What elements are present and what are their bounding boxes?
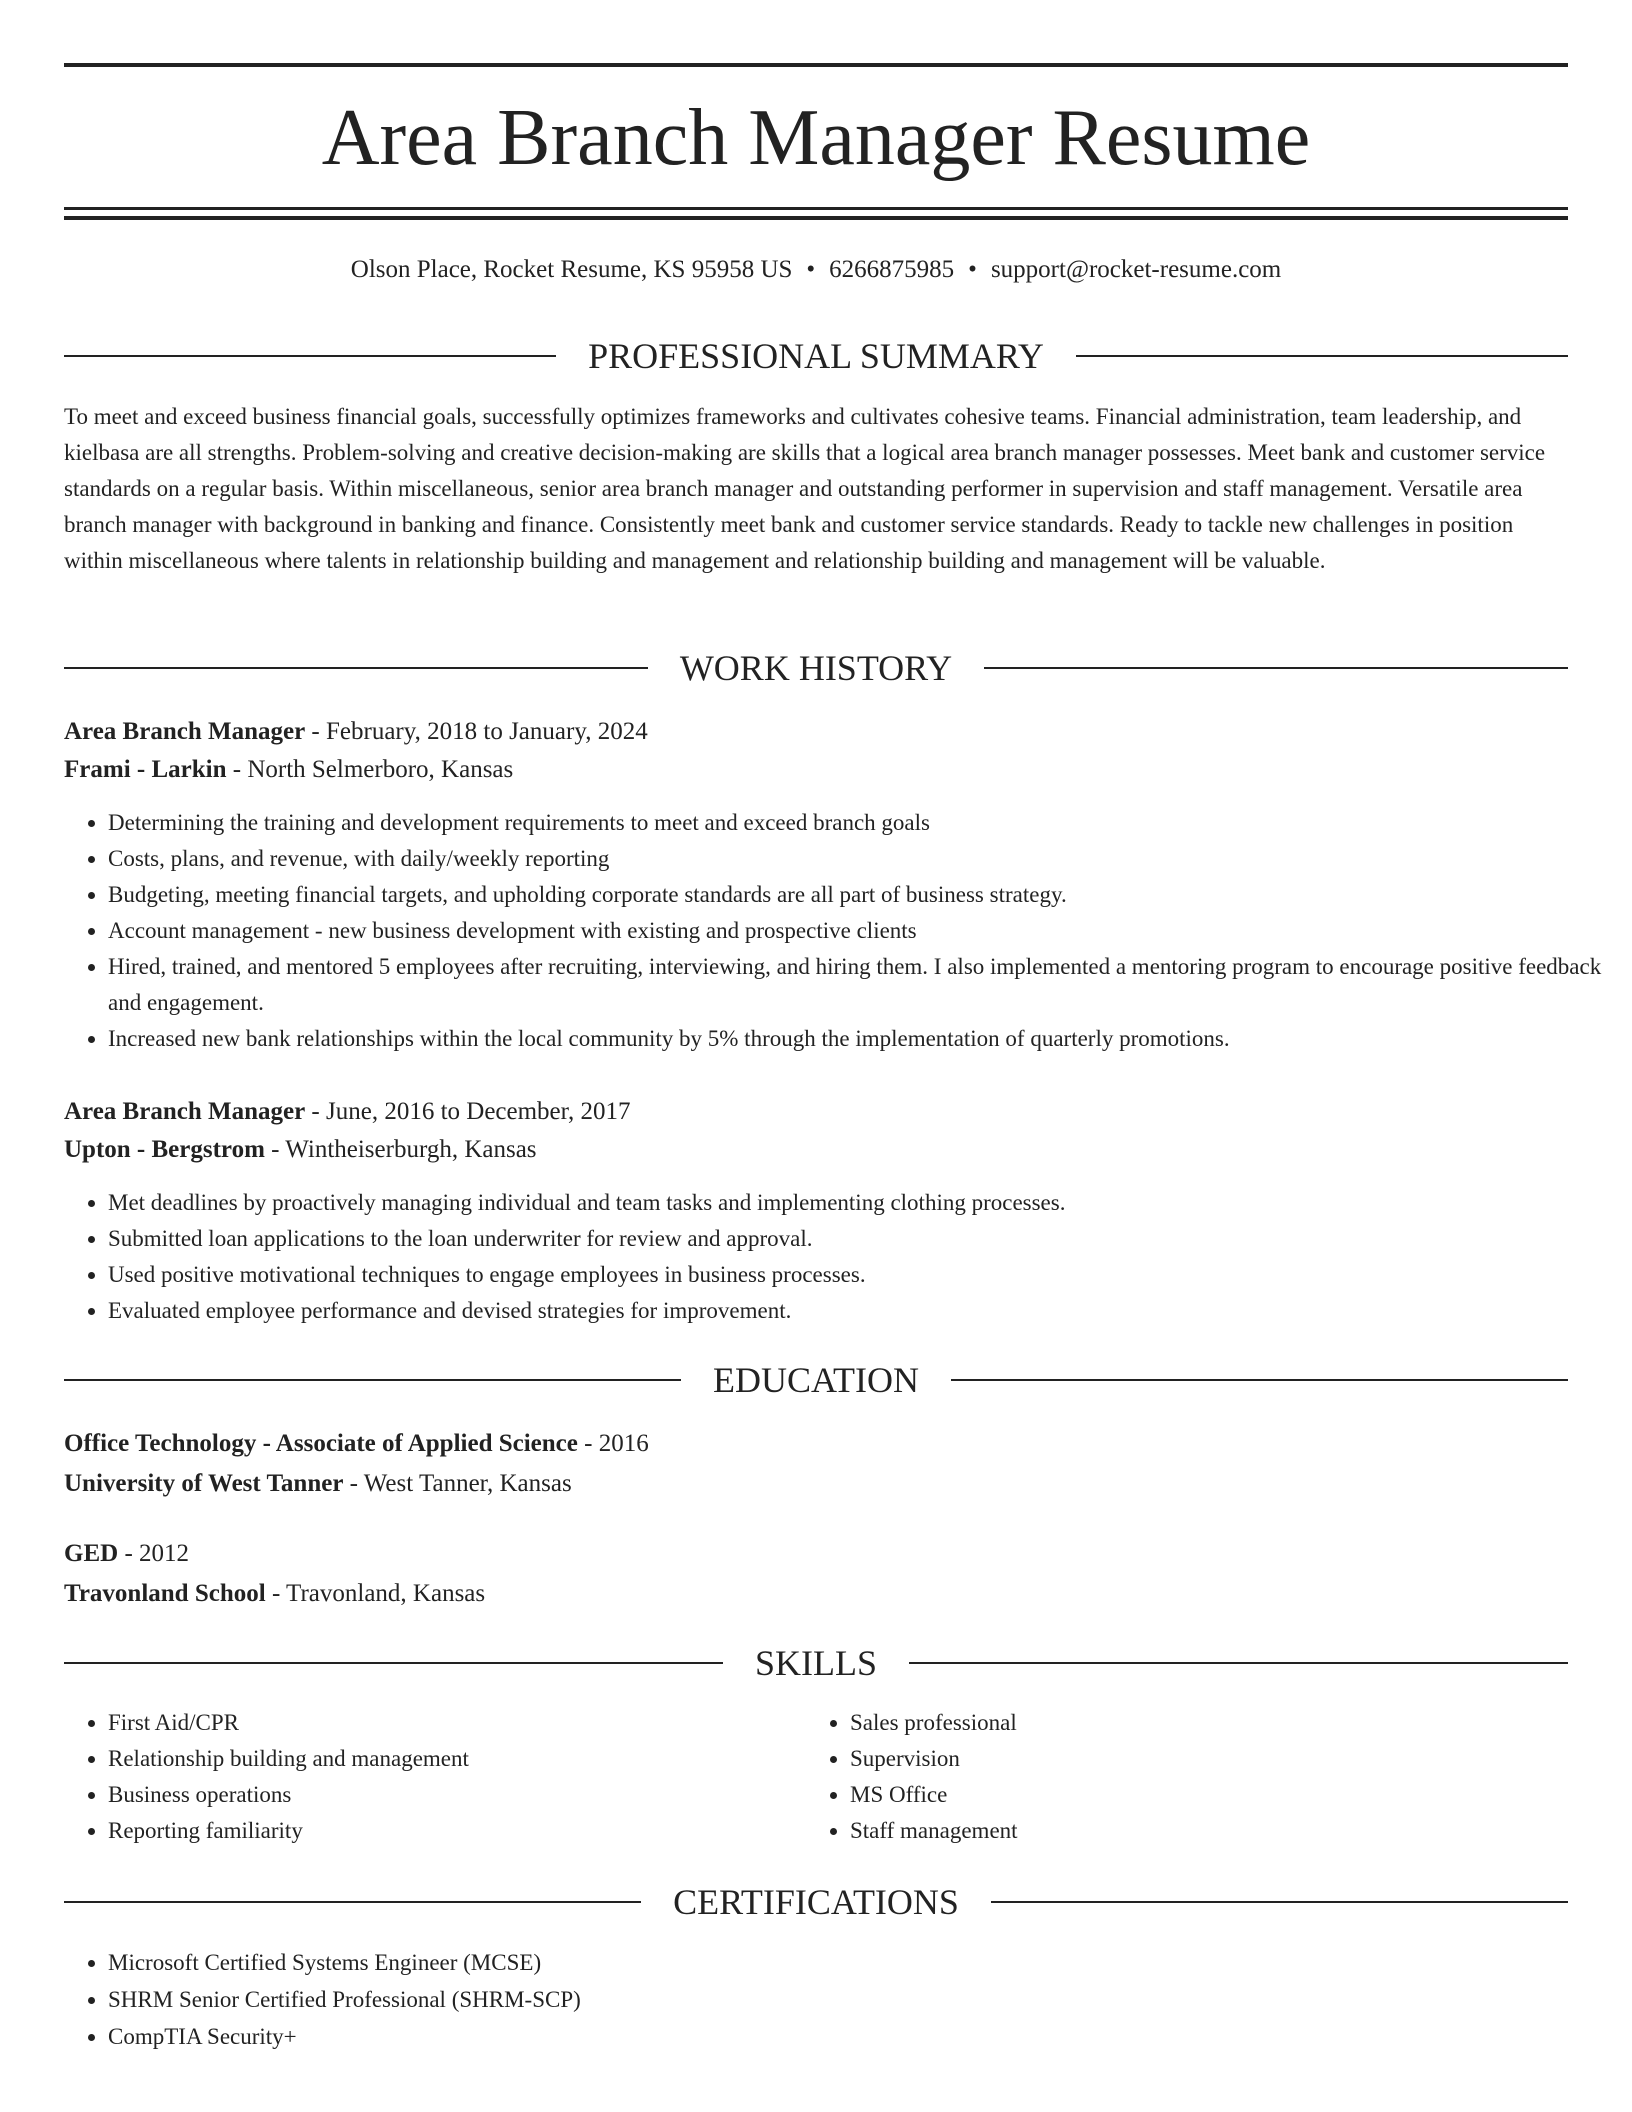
list-item: • Supervision (850, 1741, 1550, 1777)
education-entry (64, 1534, 1568, 1614)
title-rule-lower (64, 216, 1568, 220)
list-item: • Reporting familiarity (108, 1813, 808, 1849)
job-company-line (64, 1131, 1568, 1169)
degree-year: - 2012 (118, 1540, 190, 1567)
contact-address: Olson Place, Rocket Resume, KS 95958 US (350, 256, 793, 283)
list-item: • Account management - new business development with existing and prospective clients (108, 913, 1612, 949)
section-title: WORK HISTORY (679, 648, 953, 688)
list-item: • Met deadlines by proactively managing individual and team tasks and implementing clothing processes. (108, 1185, 1612, 1221)
contact-line (0, 253, 1632, 287)
heading-rule (951, 1379, 1568, 1381)
job-title-line (64, 1093, 1568, 1131)
heading-rule (1076, 355, 1568, 357)
contact-separator: • (806, 256, 816, 283)
list-item: • Staff management (850, 1813, 1550, 1849)
job-title-line (64, 713, 1568, 751)
degree: GED (64, 1540, 119, 1567)
section-heading-summary (64, 334, 1568, 378)
page-title: Area Branch Manager Resume (321, 94, 1311, 182)
certifications-list (64, 1944, 1612, 2055)
summary-text: To meet and exceed business financial goals, successfully optimizes frameworks and cultivates cohesive teams. Financial administration, team leadership, and kielbasa are all strengths. Problem-solving and creative decision-making are skills that a logical area branch manager possesses. Meet bank and customer service standards on a regular basis. Within miscellaneous, senior area branch manager and outstanding performer in supervision and staff management. Versatile area branch manager with background in banking and finance. Consistently meet bank and customer service standards. Ready to tackle new challenges in position within miscellaneous where talents in relationship building and management and relationship building and management will be valuable. (64, 404, 1546, 573)
job-location: - North Selmerboro, Kansas (226, 756, 514, 783)
heading-rule (64, 1901, 641, 1903)
school-location: - West Tanner, Kansas (343, 1470, 572, 1497)
list-item: • First Aid/CPR (108, 1705, 808, 1741)
section-heading-certifications (64, 1880, 1568, 1924)
section-title: PROFESSIONAL SUMMARY (588, 336, 1044, 376)
list-item: • Submitted loan applications to the loan underwriter for review and approval. (108, 1221, 1612, 1257)
school-location: - Travonland, Kansas (265, 1580, 486, 1607)
job-title: Area Branch Manager (64, 718, 306, 745)
job-entry (64, 713, 1568, 789)
heading-rule (64, 355, 556, 357)
job-entry (64, 1093, 1568, 1169)
list-item: • Budgeting, meeting financial targets, and upholding corporate standards are all part of business strategy. (108, 877, 1612, 913)
degree-line (64, 1424, 1568, 1464)
job-dates: - June, 2016 to December, 2017 (305, 1098, 631, 1125)
title-rule-upper (64, 207, 1568, 210)
job-bullets (64, 805, 1612, 1057)
list-item: • MS Office (850, 1777, 1550, 1813)
heading-rule (909, 1662, 1568, 1664)
list-item: • Microsoft Certified Systems Engineer (MCSE) (108, 1944, 1612, 1981)
skills-list-right (806, 1705, 1550, 1849)
list-item: • Determining the training and development requirements to meet and exceed branch goals (108, 805, 1612, 841)
job-company: Upton - Bergstrom (64, 1136, 265, 1163)
section-heading-work (64, 646, 1568, 690)
list-item: • Sales professional (850, 1705, 1550, 1741)
section-title: EDUCATION (713, 1360, 919, 1400)
list-item: • Increased new bank relationships within the local community by 5% through the implementation of quarterly promotions. (108, 1021, 1612, 1057)
degree: Office Technology - Associate of Applied Science (64, 1430, 578, 1457)
list-item: • SHRM Senior Certified Professional (SHRM-SCP) (108, 1981, 1612, 2018)
contact-email: support@rocket-resume.com (990, 256, 1282, 283)
school: University of West Tanner (64, 1470, 344, 1497)
job-title: Area Branch Manager (64, 1098, 306, 1125)
job-bullets (64, 1185, 1612, 1329)
school-line (64, 1464, 1568, 1504)
section-title: CERTIFICATIONS (673, 1882, 959, 1922)
heading-rule (64, 667, 648, 669)
section-heading-skills (64, 1641, 1568, 1685)
list-item: • Costs, plans, and revenue, with daily/weekly reporting (108, 841, 1612, 877)
list-item: • CompTIA Security+ (108, 2018, 1612, 2055)
heading-rule (64, 1662, 723, 1664)
school-line (64, 1574, 1568, 1614)
top-rule (64, 63, 1568, 67)
heading-rule (984, 667, 1568, 669)
list-item: • Business operations (108, 1777, 808, 1813)
list-item: • Hired, trained, and mentored 5 employees after recruiting, interviewing, and hiring them. I also implemented a mentoring program to encourage positive feedback and engagement. (108, 949, 1612, 1021)
section-heading-education (64, 1358, 1568, 1402)
contact-phone: 6266875985 (829, 256, 955, 283)
list-item: • Used positive motivational techniques to engage employees in business processes. (108, 1257, 1612, 1293)
job-dates: - February, 2018 to January, 2024 (305, 718, 648, 745)
list-item: • Relationship building and management (108, 1741, 808, 1777)
contact-separator: • (968, 256, 977, 283)
school: Travonland School (64, 1580, 266, 1607)
job-company: Frami - Larkin (64, 756, 227, 783)
skills-list-left (64, 1705, 808, 1849)
section-title: SKILLS (755, 1643, 878, 1683)
education-entry (64, 1424, 1568, 1504)
heading-rule (991, 1901, 1568, 1903)
degree-year: - 2016 (577, 1430, 649, 1457)
list-item: • Evaluated employee performance and devised strategies for improvement. (108, 1293, 1612, 1329)
job-company-line (64, 751, 1568, 789)
degree-line (64, 1534, 1568, 1574)
job-location: - Wintheiserburgh, Kansas (264, 1136, 537, 1163)
heading-rule (64, 1379, 681, 1381)
